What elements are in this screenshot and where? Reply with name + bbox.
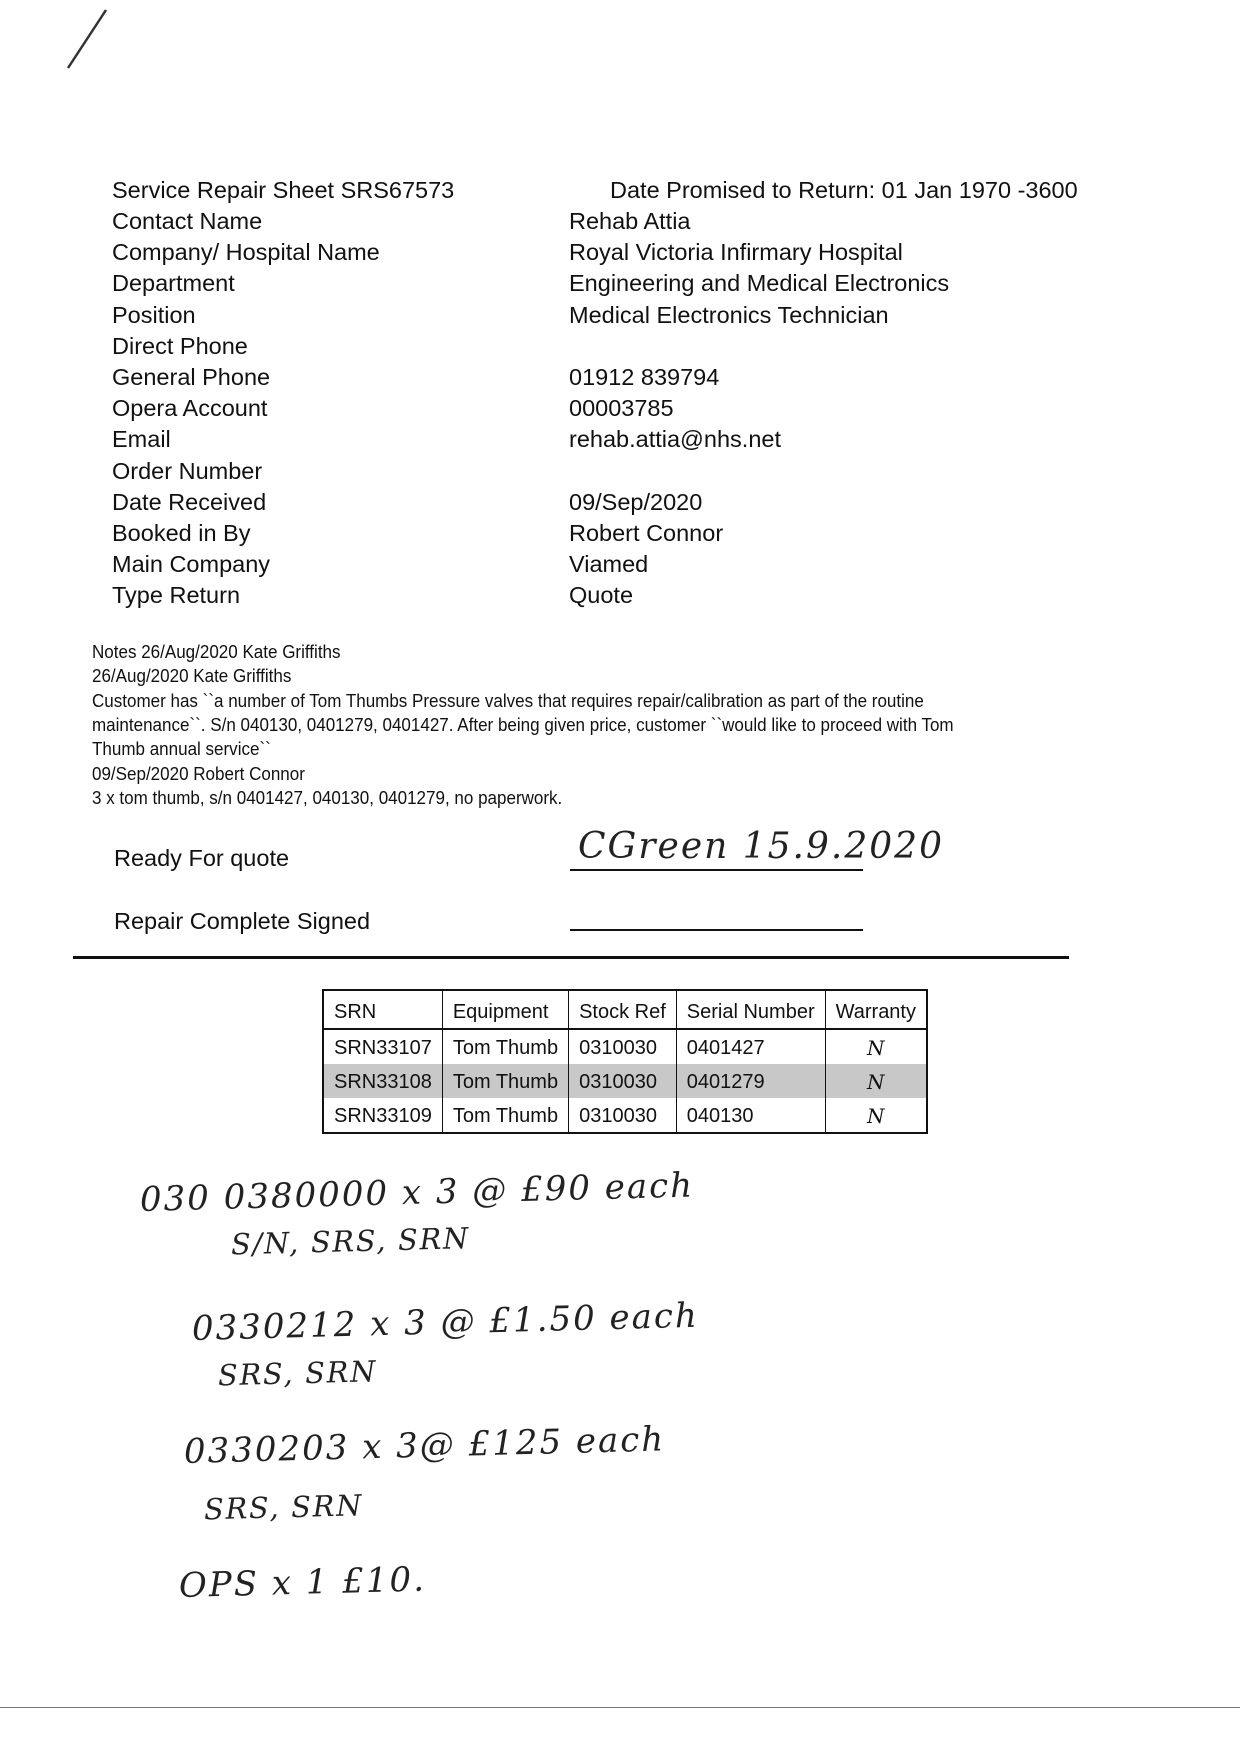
ready-for-quote-label: Ready For quote	[114, 845, 290, 871]
field-label: Opera Account	[112, 395, 268, 422]
table-cell: Tom Thumb	[442, 1029, 568, 1064]
field-label: Email	[112, 426, 171, 453]
note-line: Thumb annual service``	[92, 738, 271, 760]
handwritten-line: 0330203 x 3@ £125 each	[183, 1419, 666, 1472]
handwritten-line: OPS x 1 £10.	[178, 1559, 427, 1606]
pen-mark-icon	[60, 8, 110, 72]
signature-line-empty	[570, 929, 863, 931]
note-line: 09/Sep/2020 Robert Connor	[92, 762, 305, 784]
warranty-mark: N	[825, 1098, 927, 1133]
page-bottom-line	[0, 1707, 1240, 1708]
field-label: Type Return	[112, 582, 241, 609]
field-value: 09/Sep/2020	[569, 488, 703, 515]
field-value: rehab.attia@nhs.net	[569, 426, 781, 453]
table-row	[323, 1029, 927, 1064]
field-value: 01912 839794	[569, 364, 720, 390]
field-label: Date Received	[112, 488, 267, 515]
column-header: Serial Number	[676, 990, 825, 1029]
handwritten-line: 030 0380000 x 3 @ £90 each	[139, 1165, 695, 1220]
field-label: Direct Phone	[112, 332, 248, 359]
note-line: Notes 26/Aug/2020 Kate Griffiths	[92, 641, 341, 662]
handwritten-line: 0330212 x 3 @ £1.50 each	[191, 1295, 700, 1349]
field-label: Booked in By	[112, 520, 251, 546]
field-label: Main Company	[112, 551, 271, 578]
field-value: Viamed	[569, 551, 649, 578]
note-line: maintenance``. S/n 040130, 0401279, 0401427. After being given price, customer ``would like to proceed with Tom	[92, 713, 954, 735]
column-header: Stock Ref	[569, 990, 677, 1029]
field-label: Contact Name	[112, 208, 263, 234]
sheet-title: Service Repair Sheet SRS67573	[112, 177, 455, 203]
signature-line	[570, 869, 863, 871]
table-cell: 0401427	[676, 1029, 825, 1064]
ready-signature: CGreen 15.9.2020	[578, 826, 944, 867]
table-cell: 0310030	[569, 1029, 677, 1064]
column-header: SRN	[323, 990, 442, 1029]
warranty-mark: N	[825, 1064, 927, 1098]
field-label: Company/ Hospital Name	[112, 239, 380, 266]
field-value: Royal Victoria Infirmary Hospital	[569, 239, 903, 266]
note-line: 3 x tom thumb, s/n 0401427, 040130, 0401279, no paperwork.	[92, 786, 563, 808]
handwritten-line: SRS, SRN	[217, 1354, 378, 1393]
table-cell: SRN33107	[323, 1029, 442, 1064]
handwritten-line: SRS, SRN	[203, 1488, 364, 1527]
field-value: Quote	[569, 582, 634, 609]
handwritten-line: S/N, SRS, SRN	[230, 1221, 471, 1262]
field-value: Medical Electronics Technician	[569, 301, 889, 328]
field-value: 00003785	[569, 395, 674, 422]
column-header: Equipment	[442, 990, 568, 1029]
table-row	[323, 1064, 927, 1098]
column-header: Warranty	[825, 990, 927, 1029]
field-value: Rehab Attia	[569, 208, 691, 234]
repair-complete-label: Repair Complete Signed	[114, 908, 371, 934]
table-cell: 0310030	[569, 1098, 677, 1133]
date-promised: Date Promised to Return: 01 Jan 1970 -3600	[610, 177, 1078, 203]
table-cell: 040130	[676, 1098, 825, 1133]
field-label: Order Number	[112, 457, 263, 484]
table-cell: Tom Thumb	[442, 1064, 568, 1098]
note-line: Customer has ``a number of Tom Thumbs Pressure valves that requires repair/calibration as part of the routine	[92, 689, 924, 711]
field-label: Position	[112, 301, 196, 328]
table-cell: 0401279	[676, 1064, 825, 1098]
field-value: Robert Connor	[569, 520, 724, 546]
warranty-mark: N	[825, 1029, 927, 1064]
field-label: General Phone	[112, 364, 271, 390]
section-divider	[73, 956, 1069, 959]
equipment-table	[322, 989, 928, 1134]
field-value: Engineering and Medical Electronics	[569, 270, 950, 297]
field-label: Department	[112, 270, 235, 297]
table-cell: 0310030	[569, 1064, 677, 1098]
table-row	[323, 1098, 927, 1133]
table-cell: Tom Thumb	[442, 1098, 568, 1133]
note-line: 26/Aug/2020 Kate Griffiths	[92, 665, 292, 687]
table-cell: SRN33109	[323, 1098, 442, 1133]
table-cell: SRN33108	[323, 1064, 442, 1098]
